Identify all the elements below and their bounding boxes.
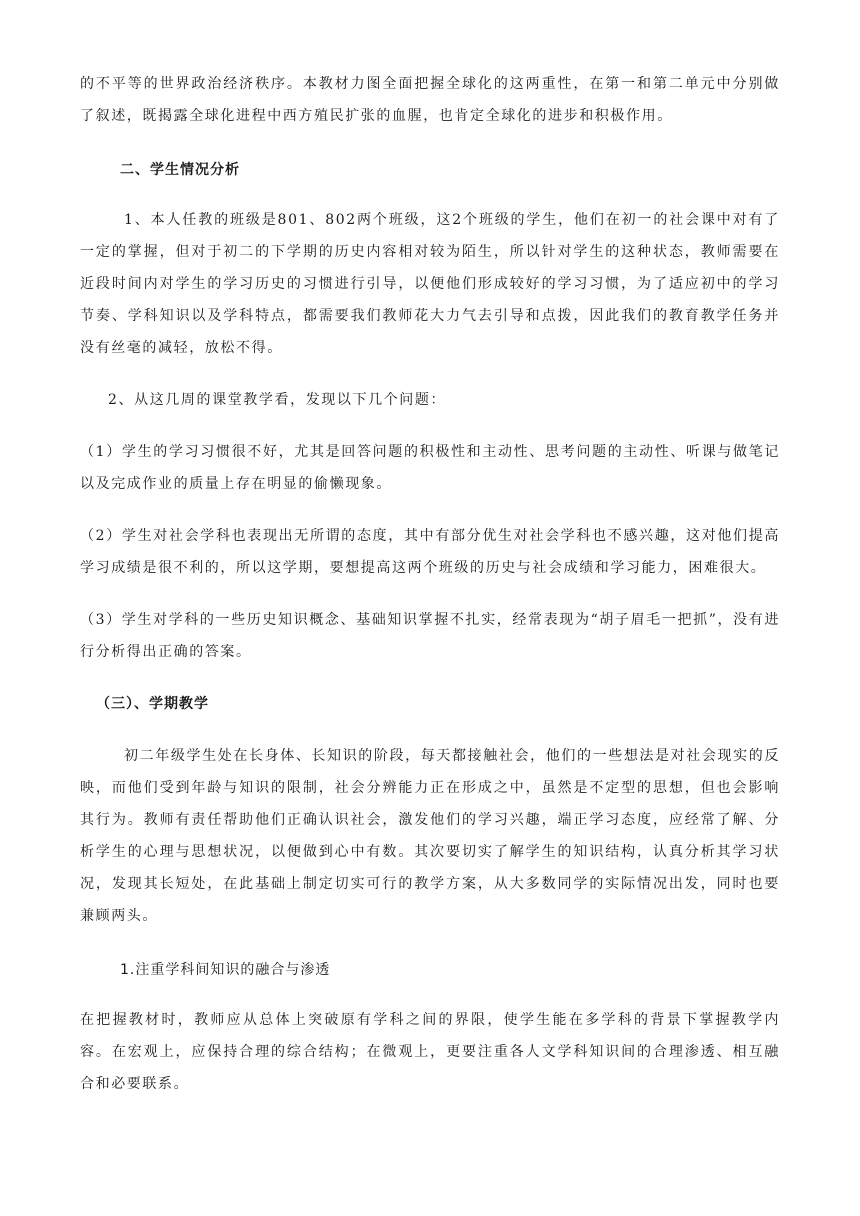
paragraph-class-info: 1、本人任教的班级是801、802两个班级，这2个班级的学生，他们在初一的社会课中对有了一定的掌握，但对于初二的下学期的历史内容相对较为陌生，所以针对学生的这种状态，教师需要在近段时间内对学生的学习历史的习惯进行引导，以便他们形成较好的学习习惯，为了适应初中的学习节奏、学科知识以及学科特点，都需要我们教师花大力气去引导和点拨，因此我们的教育教学任务并没有丝毫的减轻，放松不得。 xyxy=(80,212,780,356)
paragraph-problems-intro: 2、从这几周的课堂教学看，发现以下几个问题： xyxy=(108,392,447,408)
paragraph-integration-body: 在把握教材时，教师应从总体上突破原有学科之间的界限，使学生能在多学科的背景下掌握教学内容。在宏观上，应保持合理的综合结构；在微观上，更要注重各人文学科知识间的合理渗透、相互融合和必要联系。 xyxy=(80,1012,780,1092)
document-page xyxy=(80,68,780,1100)
section-heading-teaching: （三）、学期教学 xyxy=(96,696,209,712)
paragraph-intro: 的不平等的世界政治经济秩序。本教材力图全面把握全球化的这两重性，在第一和第二单元中分别做了叙述，既揭露全球化进程中西方殖民扩张的血腥，也肯定全球化的进步和积极作用。 xyxy=(80,76,780,124)
subheading-integration: 1.注重学科间知识的融合与渗透 xyxy=(120,962,331,978)
paragraph-problem-3: （3）学生对学科的一些历史知识概念、基础知识掌握不扎实，经常表现为“胡子眉毛一把抓”，没有进行分析得出正确的答案。 xyxy=(80,612,780,660)
section-heading-students: 二、学生情况分析 xyxy=(120,162,240,178)
paragraph-problem-2: （2）学生对社会学科也表现出无所谓的态度，其中有部分优生对社会学科也不感兴趣，这对他们提高学习成绩是很不利的，所以这学期，要想提高这两个班级的历史与社会成绩和学习能力，困难很大。 xyxy=(80,528,780,576)
paragraph-problem-1: （1）学生的学习习惯很不好，尤其是回答问题的积极性和主动性、思考问题的主动性、听课与做笔记以及完成作业的质量上存在明显的偷懒现象。 xyxy=(80,444,780,492)
paragraph-teaching-body: 初二年级学生处在长身体、长知识的阶段，每天都接触社会，他们的一些想法是对社会现实的反映，而他们受到年龄与知识的限制，社会分辨能力正在形成之中，虽然是不定型的思想，但也会影响其行为。教师有责任帮助他们正确认识社会，激发他们的学习兴趣，端正学习态度，应经常了解、分析学生的心理与思想状况，以便做到心中有数。其次要切实了解学生的知识结构，认真分析其学习状况，发现其长短处，在此基础上制定切实可行的教学方案，从大多数同学的实际情况出发，同时也要兼顾两头。 xyxy=(80,748,780,924)
